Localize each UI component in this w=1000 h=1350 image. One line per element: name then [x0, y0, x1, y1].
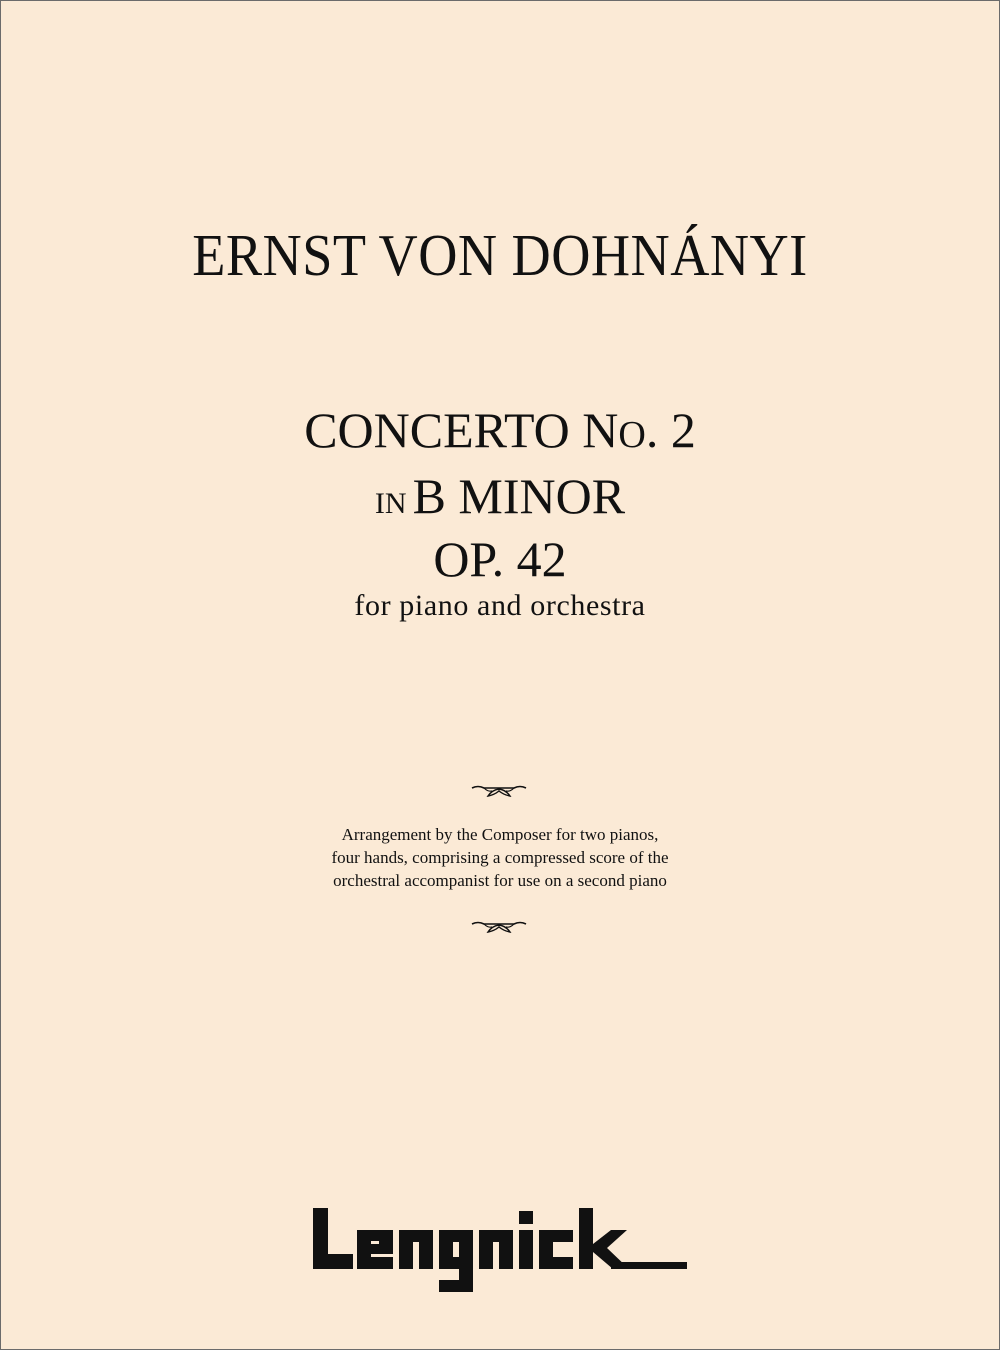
arrangement-note-line: orchestral accompanist for use on a second piano — [333, 871, 667, 890]
instrumentation: for piano and orchestra — [354, 589, 646, 622]
work-key-prefix: IN — [374, 487, 407, 520]
arrangement-note — [1, 823, 999, 892]
lengnick-logo — [311, 1206, 691, 1296]
work-title-main: CONCERTO N — [304, 402, 619, 458]
work-key-name: B MINOR — [412, 468, 626, 524]
opus-number: OP. 42 — [433, 531, 567, 587]
arrangement-note-line: four hands, comprising a compressed score of the — [331, 848, 669, 867]
work-title-number: . 2 — [645, 402, 696, 458]
arrangement-note-line: Arrangement by the Composer for two pianos, — [341, 825, 659, 844]
work-title-number-abbrev: O — [618, 414, 646, 456]
work-title — [1, 402, 999, 458]
fleuron-ornament-icon — [470, 782, 528, 800]
work-key — [1, 468, 999, 524]
fleuron-ornament-icon — [470, 918, 528, 936]
composer-name: ERNST VON DOHNÁNYI — [192, 222, 808, 288]
